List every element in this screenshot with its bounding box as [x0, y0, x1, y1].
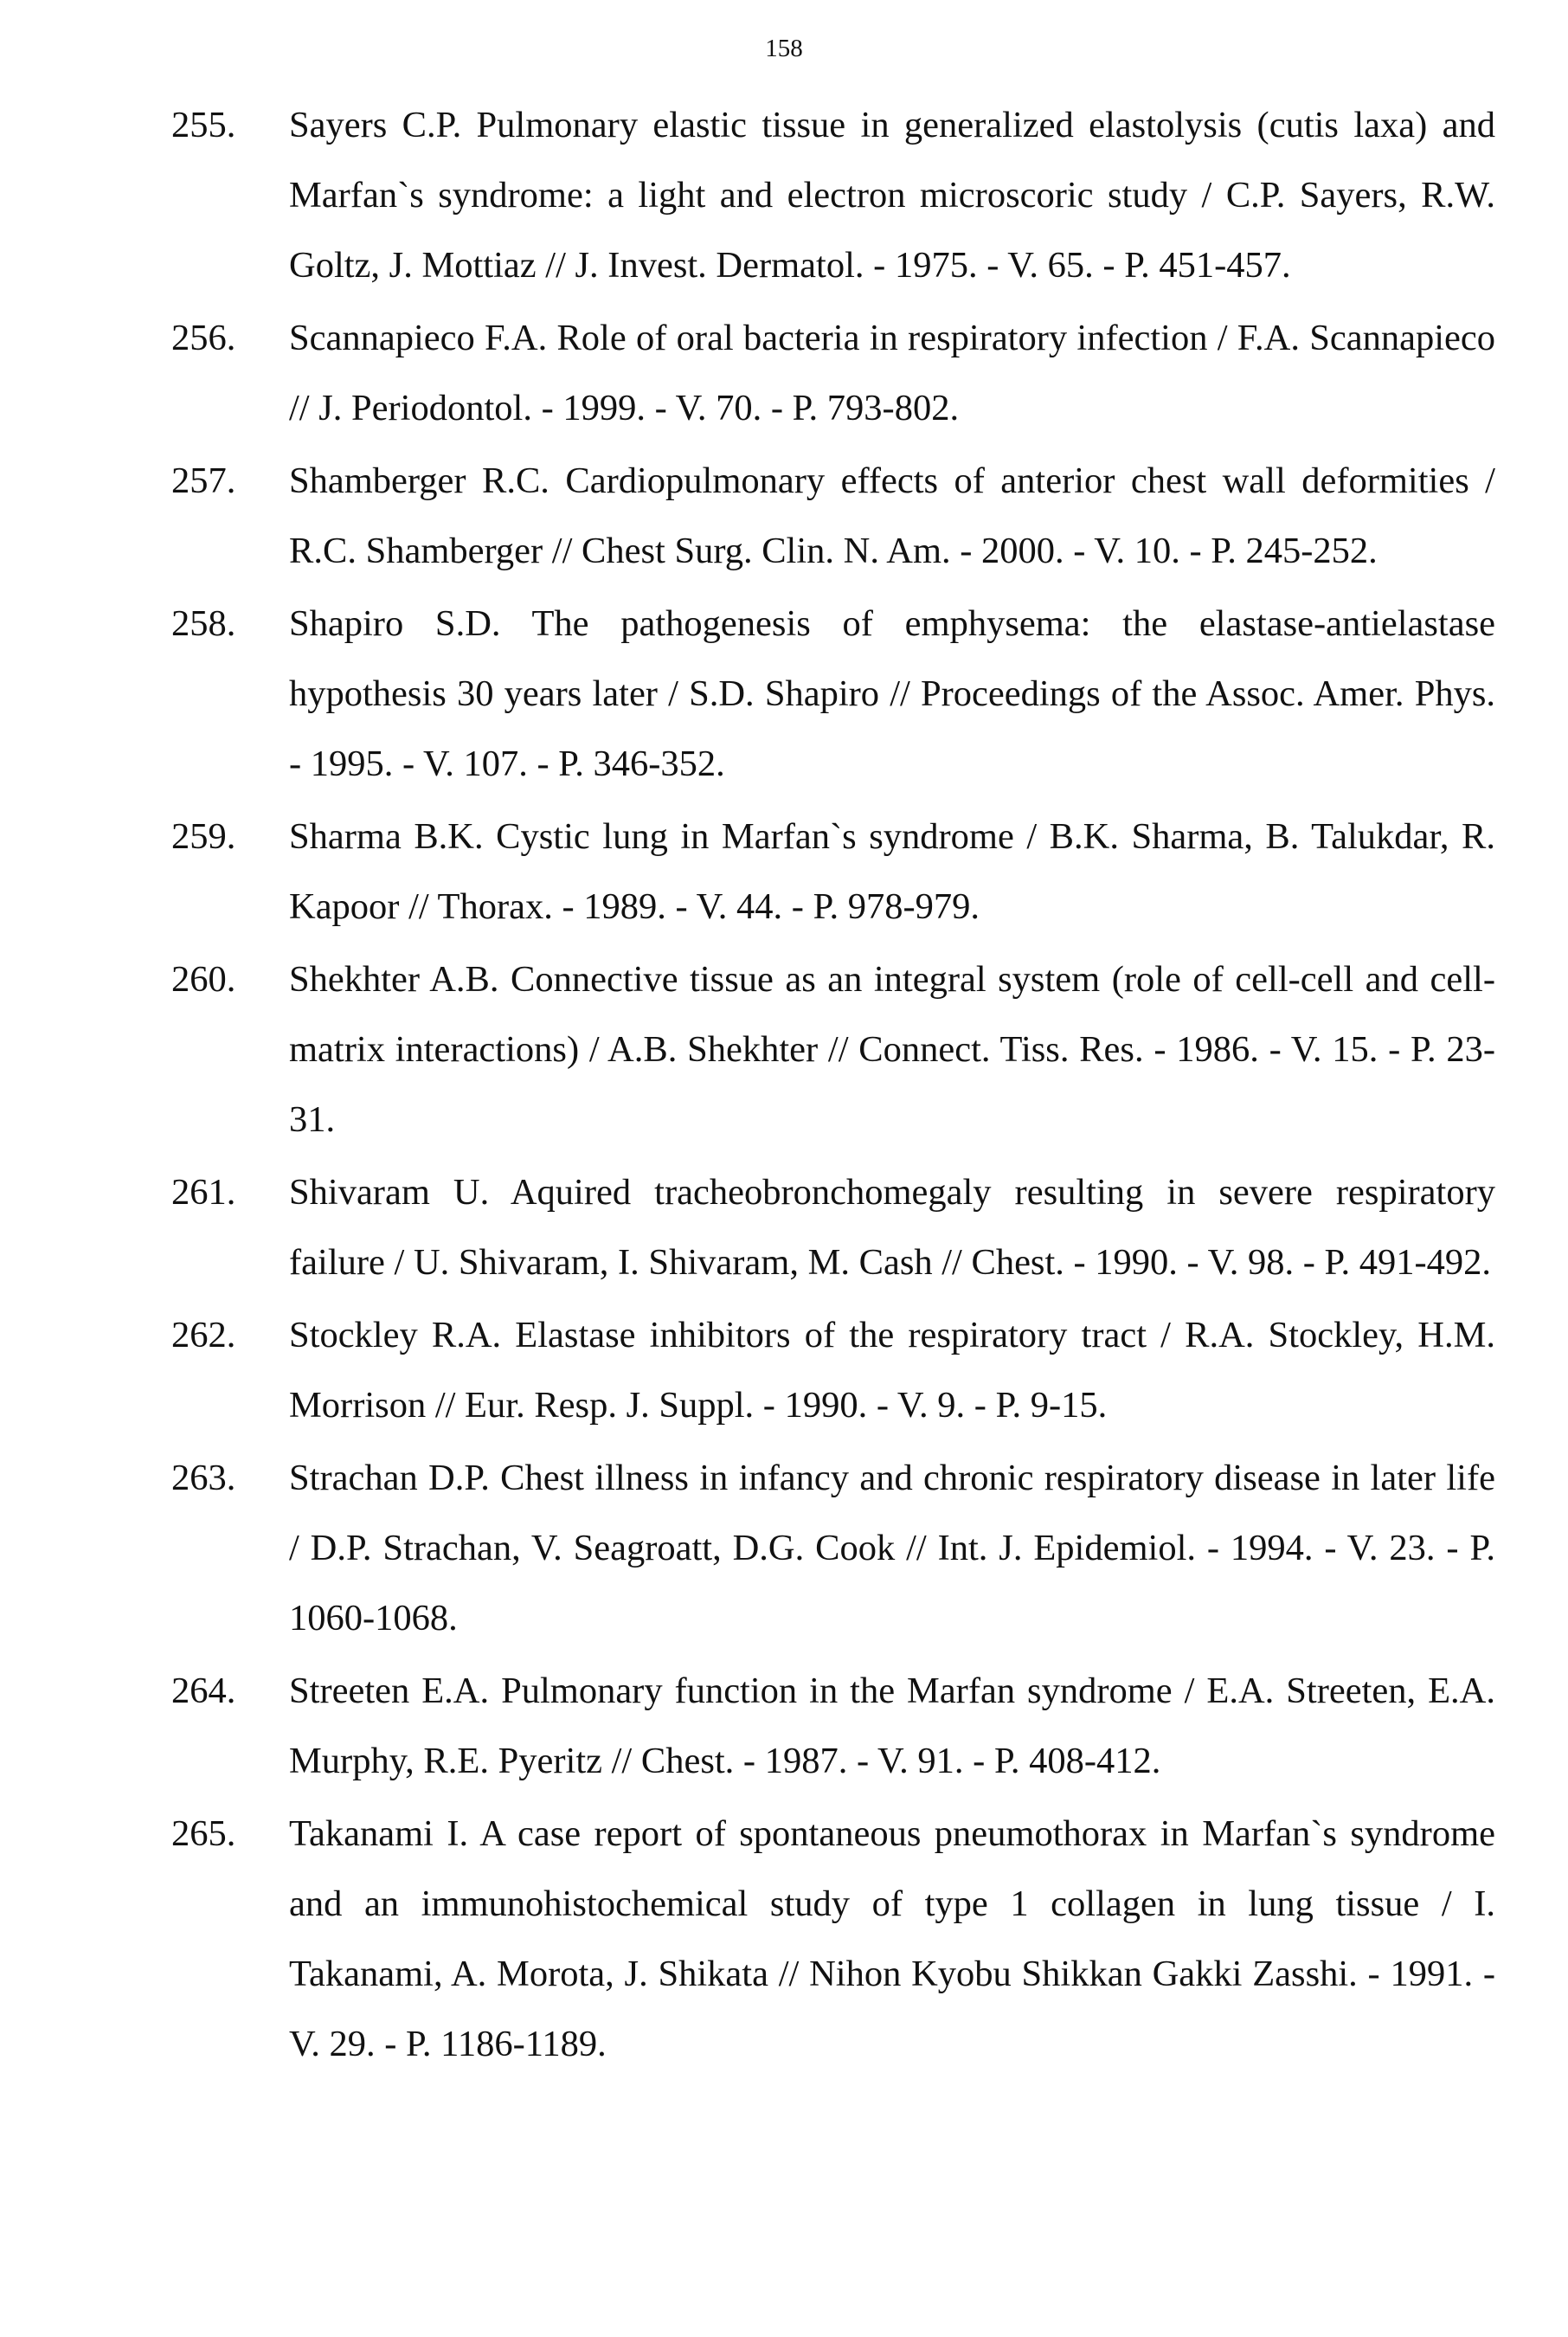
reference-text: Shamberger R.C. Cardiopulmonary effects of anterior chest wall deformities / R.C. Shamberger // Chest Surg. Clin. N. Am. - 2000. - V. 10. - P. 245-252. [289, 460, 1495, 571]
reference-number: 261. [171, 1172, 236, 1213]
reference-text: Sayers C.P. Pulmonary elastic tissue in generalized elastolysis (cutis laxa) and Marfan`s syndrome: a light and electron microscoric study / C.P. Sayers, R.W. Goltz, J. Mottiaz // J. Invest. Dermatol. - 1975. - V. 65. - P. 451-457. [289, 105, 1495, 286]
reference-text: Strachan D.P. Chest illness in infancy and chronic respiratory disease in later life / D.P. Strachan, V. Seagroatt, D.G. Cook // Int. J. Epidemiol. - 1994. - V. 23. - P. 1060-1068. [289, 1458, 1495, 1638]
reference-text: Streeten E.A. Pulmonary function in the Marfan syndrome / E.A. Streeten, E.A. Murphy, R.E. Pyeritz // Chest. - 1987. - V. 91. - P. 408-412. [289, 1671, 1495, 1781]
reference-item [171, 1300, 1495, 1440]
reference-number: 258. [171, 603, 236, 644]
reference-text: Shivaram U. Aquired tracheobronchomegaly resulting in severe respiratory failure / U. Shivaram, I. Shivaram, M. Cash // Chest. - 1990. - V. 98. - P. 491-492. [289, 1172, 1495, 1283]
reference-number: 262. [171, 1315, 236, 1355]
reference-item [171, 90, 1495, 300]
reference-item [171, 303, 1495, 443]
reference-text: Shekhter A.B. Connective tissue as an integral system (role of cell-cell and cell-matrix interactions) / A.B. Shekhter // Connect. Tiss. Res. - 1986. - V. 15. - P. 23-31. [289, 959, 1495, 1140]
reference-number: 257. [171, 460, 236, 501]
reference-item [171, 589, 1495, 799]
reference-number: 259. [171, 816, 236, 857]
reference-list [171, 90, 1495, 2082]
reference-item [171, 802, 1495, 942]
reference-number: 264. [171, 1671, 236, 1711]
reference-number: 260. [171, 959, 236, 1000]
reference-item [171, 944, 1495, 1155]
reference-text: Sharma B.K. Cystic lung in Marfan`s syndrome / B.K. Sharma, B. Talukdar, R. Kapoor // Thorax. - 1989. - V. 44. - P. 978-979. [289, 816, 1495, 927]
reference-text: Stockley R.A. Elastase inhibitors of the respiratory tract / R.A. Stockley, H.M. Morrison // Eur. Resp. J. Suppl. - 1990. - V. 9. - P. 9-15. [289, 1315, 1495, 1426]
reference-number: 255. [171, 105, 236, 145]
reference-number: 265. [171, 1813, 236, 1854]
reference-text: Takanami I. A case report of spontaneous pneumothorax in Marfan`s syndrome and an immunohistochemical study of type 1 collagen in lung tissue / I. Takanami, A. Morota, J. Shikata // Nihon Kyobu Shikkan Gakki Zasshi. - 1991. - V. 29. - P. 1186-1189. [289, 1813, 1495, 2064]
reference-text: Scannapieco F.A. Role of oral bacteria in respiratory infection / F.A. Scannapieco // J. Periodontol. - 1999. - V. 70. - P. 793-802. [289, 318, 1495, 428]
reference-item [171, 1799, 1495, 2079]
reference-item [171, 1443, 1495, 1653]
reference-number: 263. [171, 1458, 236, 1498]
reference-item [171, 1656, 1495, 1796]
reference-number: 256. [171, 318, 236, 358]
page-number: 158 [765, 35, 803, 62]
reference-item [171, 1157, 1495, 1297]
reference-text: Shapiro S.D. The pathogenesis of emphysema: the elastase-antielastase hypothesis 30 years later / S.D. Shapiro // Proceedings of the Assoc. Amer. Phys. - 1995. - V. 107. - P. 346-352. [289, 603, 1495, 784]
reference-item [171, 446, 1495, 586]
